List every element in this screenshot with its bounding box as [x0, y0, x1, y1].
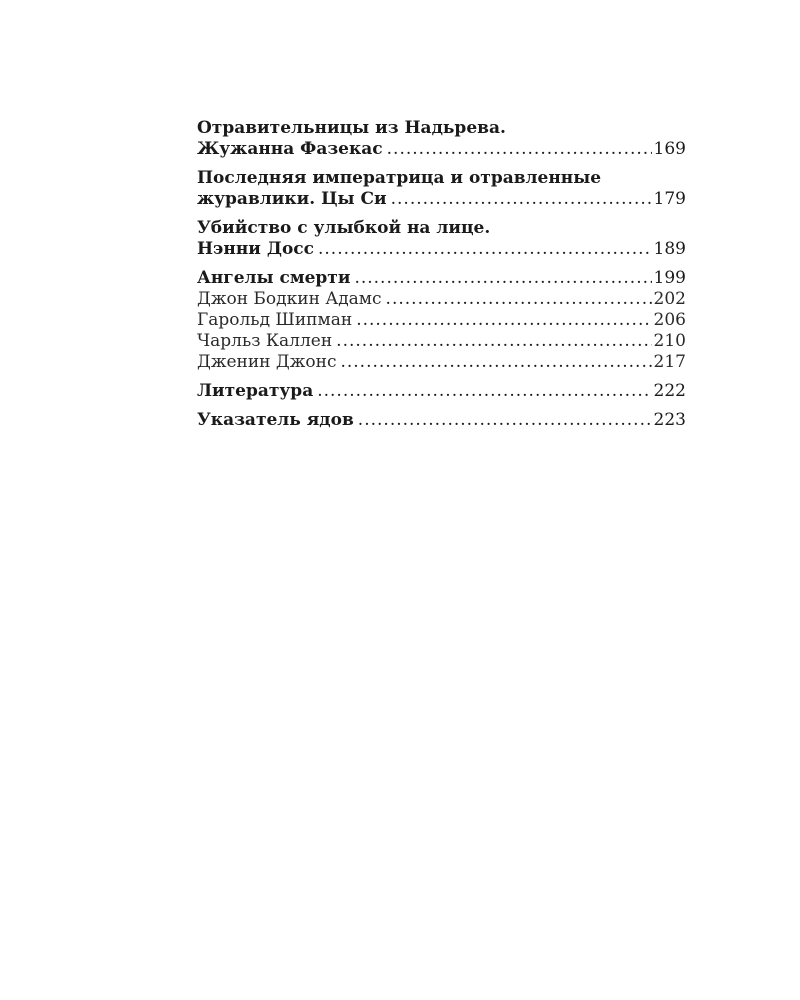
dot-leader: [391, 189, 652, 210]
toc-entry-poison-index[interactable]: [197, 410, 686, 431]
dot-leader: [340, 352, 651, 373]
toc-entry-title-line: [197, 139, 686, 160]
toc-entry-title: Ангелы смерти: [197, 268, 351, 288]
toc-subentry-shipman[interactable]: [197, 310, 686, 331]
dot-leader: [386, 289, 652, 310]
dot-leader: [358, 410, 652, 431]
dot-leader: [336, 331, 651, 352]
toc-entry-literature[interactable]: [197, 381, 686, 402]
toc-subentry-jones[interactable]: [197, 352, 686, 373]
table-of-contents: [197, 118, 686, 431]
dot-leader: [387, 139, 652, 160]
toc-entry-title: Отравительницы из Надьрева.: [197, 118, 506, 138]
toc-subentry-cullen[interactable]: [197, 331, 686, 352]
dot-leader: [318, 239, 652, 260]
toc-entry-angels-of-death[interactable]: [197, 268, 686, 289]
toc-page-number: 179: [653, 189, 686, 209]
toc-entry-title: Джон Бодкин Адамс: [197, 289, 382, 309]
toc-entry-cixi[interactable]: [197, 168, 686, 210]
toc-page-number: 222: [653, 381, 686, 401]
toc-entry-title-line: [197, 352, 686, 373]
toc-page-number: 202: [653, 289, 686, 309]
toc-entry-title: журавлики. Цы Си: [197, 189, 387, 209]
toc-page-number: 217: [653, 352, 686, 372]
toc-page-number: 206: [653, 310, 686, 330]
toc-entry-title: Указатель ядов: [197, 410, 354, 430]
toc-entry-title-line: [197, 218, 686, 239]
toc-page-number: 189: [653, 239, 686, 259]
dot-leader: [356, 310, 651, 331]
toc-entry-title-line: [197, 310, 686, 331]
toc-entry-title: Литература: [197, 381, 314, 401]
toc-entry-title-line: [197, 331, 686, 352]
toc-entry-title-line: [197, 381, 686, 402]
toc-entry-title-line: [197, 189, 686, 210]
toc-entry-title: Убийство с улыбкой на лице.: [197, 218, 491, 238]
dot-leader: [317, 381, 651, 402]
toc-entry-title-line: [197, 289, 686, 310]
toc-entry-title: Дженин Джонс: [197, 352, 337, 372]
toc-page-number: 223: [653, 410, 686, 430]
toc-entry-doss[interactable]: [197, 218, 686, 260]
toc-entry-title: Гарольд Шипман: [197, 310, 353, 330]
toc-entry-title: Чарльз Каллен: [197, 331, 333, 351]
dot-leader: [354, 268, 651, 289]
toc-entry-title: Нэнни Досс: [197, 239, 314, 259]
toc-entry-title: Последняя императрица и отравленные: [197, 168, 602, 188]
toc-entry-title-line: [197, 410, 686, 431]
toc-entry-fazekas[interactable]: [197, 118, 686, 160]
toc-entry-title-line: [197, 268, 686, 289]
toc-page-number: 210: [653, 331, 686, 351]
toc-entry-title-line: [197, 168, 686, 189]
toc-subentry-adams[interactable]: [197, 289, 686, 310]
toc-entry-title-line: [197, 239, 686, 260]
toc-entry-title-line: [197, 118, 686, 139]
toc-page-number: 199: [653, 268, 686, 288]
toc-entry-title: Жужанна Фазекас: [197, 139, 383, 159]
toc-page-number: 169: [653, 139, 686, 159]
